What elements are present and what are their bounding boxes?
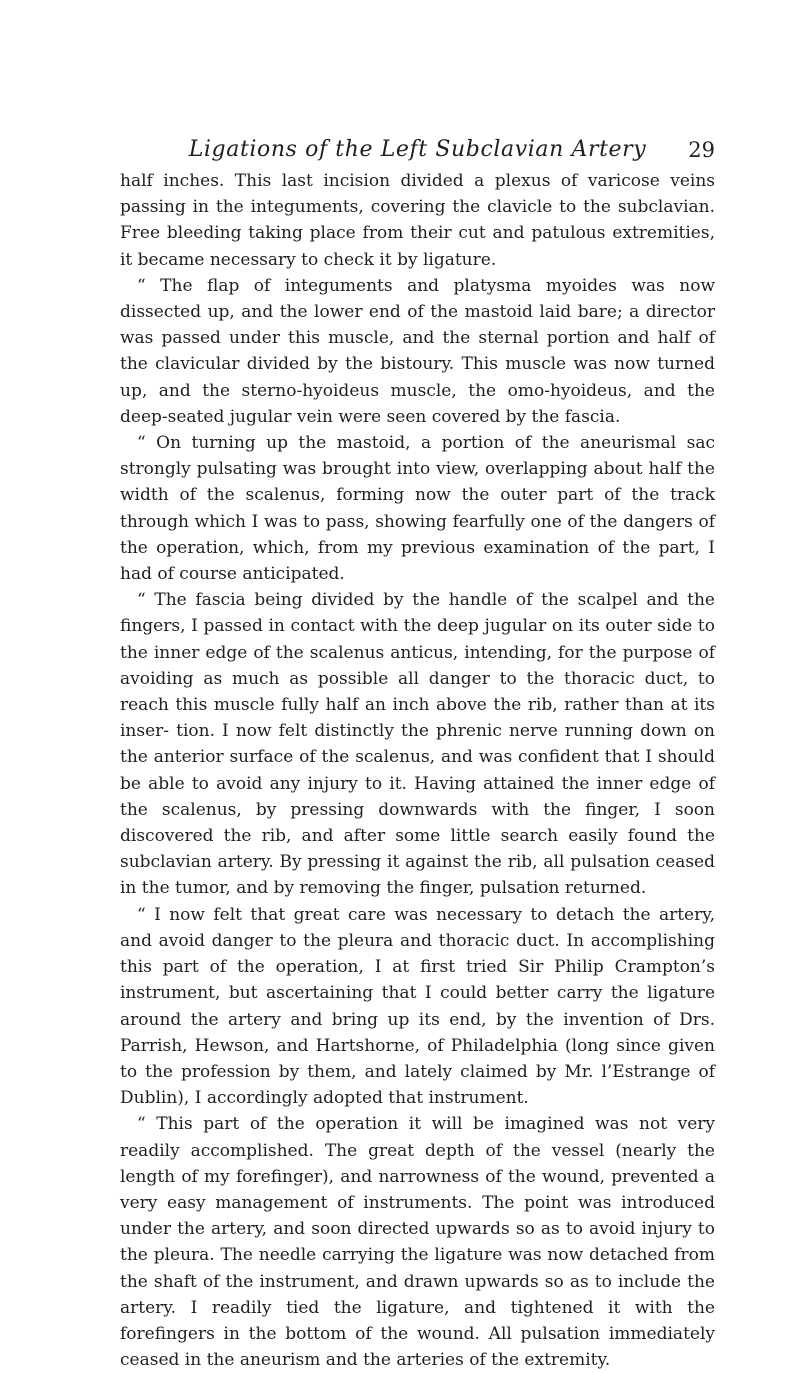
- running-title: Ligations of the Left Subclavian Artery: [188, 137, 647, 162]
- paragraph-continued: half inches. This last incision divided a plexus of varicose veins passing in the integuments, covering the clavicle to the subclavian. Free bleeding taking place from their cut and patulous extremities, it became necessary to check it by ligature.: [120, 171, 715, 270]
- body-text: [120, 168, 715, 1373]
- paragraph: “ This part of the operation it will be imagined was not very readily accomplished. The great depth of the vessel (nearly the length of my forefinger), and narrowness of the wound, prevented a very easy management of instruments. The point was introduced under the artery, and soon directed upwards so as to avoid injury to the pleura. The needle carrying the ligature was now detached from the shaft of the instrument, and drawn upwards so as to include the artery. I readily tied the ligature, and tightened it with the forefingers in the bottom of the wound. All pulsation immediately ceased in the aneurism and the arteries of the extremity.: [120, 1114, 715, 1371]
- paragraph: “ The fascia being divided by the handle of the scalpel and the fingers, I passed in contact with the deep jugular on its outer side to the inner edge of the scalenus anticus, intending, for the purpose of avoiding as much as possible all danger to the thoracic duct, to reach this muscle fully half an inch above the rib, rather than at its inser- tion. I now felt distinctly the phrenic nerve running down on the anterior surface of the scalenus, and was confident that I should be able to avoid any injury to it. Having attained the inner edge of the scalenus, by pressing downwards with the finger, I soon discovered the rib, and after some little search easily found the subclavian artery. By pressing it against the rib, all pulsation ceased in the tumor, and by removing the finger, pulsation returned.: [120, 590, 715, 899]
- paragraph: “ The flap of integuments and platysma myoides was now dissected up, and the lower end of the mastoid laid bare; a director was passed under this muscle, and the sternal portion and half of the clavicular divided by the bistoury. This muscle was now turned up, and the sterno-hyoideus muscle, the omo-hyoideus, and the deep-seated jugular vein were seen covered by the fascia.: [120, 275, 715, 427]
- running-head: [120, 137, 715, 163]
- page-number: 29: [688, 138, 715, 162]
- paragraph: “ On turning up the mastoid, a portion of the aneurismal sac strongly pulsating was brought into view, overlapping about half the width of the scalenus, forming now the outer part of the track through which I was to pass, showing fearfully one of the dangers of the operation, which, from my previous examination of the part, I had of course anticipated.: [120, 433, 715, 585]
- paragraph: “ I now felt that great care was necessary to detach the artery, and avoid danger to the pleura and thoracic duct. In accomplishing this part of the operation, I at first tried Sir Philip Crampton’s instrument, but ascertaining that I could better carry the ligature around the artery and bring up its end, by the invention of Drs. Parrish, Hewson, and Hartshorne, of Philadelphia (long since given to the profession by them, and lately claimed by Mr. l’Estrange of Dublin), I accordingly adopted that instrument.: [120, 904, 715, 1109]
